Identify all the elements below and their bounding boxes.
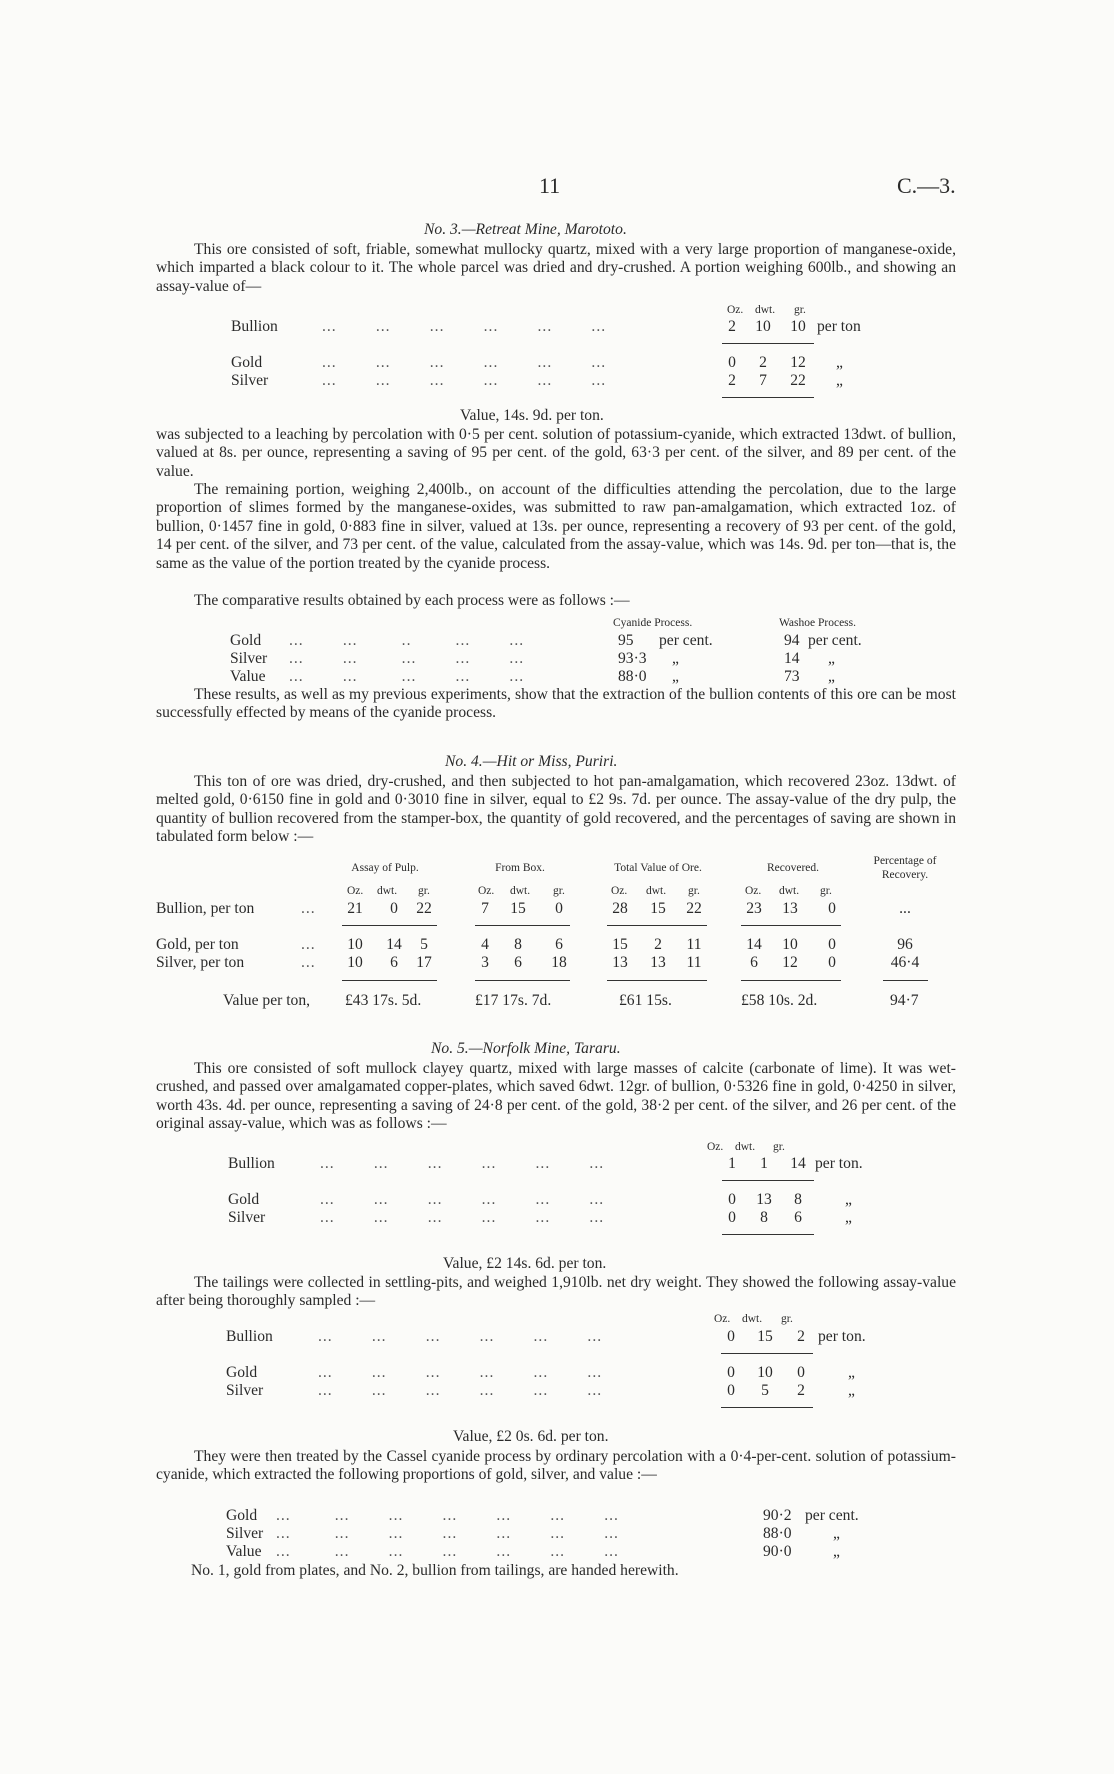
s5-paragraph-2: The tailings were collected in settling-pits, and weighed 1,910lb. net dry weight. They showed the following assay-value after being thoroughly sampled :— [156,1274,956,1310]
s4-header-recovery: Recovery. [881,869,929,881]
s3-oz: 2 [728,372,736,389]
cell: 18 [551,954,567,971]
cell: 0 [828,900,836,917]
s5-t2-oz: 0 [727,1382,735,1399]
leader-dots: ... ... ... ... ... ... ... [276,1507,619,1524]
s3-row-label: Silver [231,372,269,389]
s3-dwt: 10 [755,318,771,335]
rule [607,980,707,981]
s4-row-label: Gold, per ton [156,936,239,953]
s3-gr: 22 [790,372,806,389]
s3-dwt: 7 [759,372,767,389]
section-5-intro: This ore consisted of soft mullock clayey quartz, mixed with large masses of calcite (carbonate of lime). It was wet-crushed, and passed over amalgamated copper-plates, which saved 6dwt. 12gr. of bullion, 0·5326 fine in gold, 0·4250 in silver, worth 43s. 4d. per ounce, representing a saving of 24·8 per cent. of the gold, 38·2 per cent. of the silver, and 26 per cent. of the original assay-value, which was as follows :— [156,1060,956,1133]
cmp-washoe-value: 73 [784,668,800,685]
cell: 28 [612,900,628,917]
s5-t2-unit: „ [848,1382,855,1399]
section-4-intro: This ton of ore was dried, dry-crushed, and then subjected to hot pan-amalgamation, which recovered 23oz. 13dwt. of melted gold, 0·6150 fine in gold and 0·3010 fine in silver, equal to £2 9s. 7d. per ounce. The assay-value of the dry pulp, the quantity of bullion recovered from the stamper-box, the quantity of gold recovered, and the percentages of saving are shown in tabulated form below :— [156,773,956,846]
cell: 3 [481,954,489,971]
cell: 21 [347,900,363,917]
sub-dwt: dwt. [646,885,667,897]
cell: 13 [782,900,798,917]
leader-dots: ... ... ... ... ... ... [318,1328,603,1345]
page-number: 11 [539,173,561,198]
s3-value: Value, 14s. 9d. per ton. [460,407,604,424]
cmp-washoe-unit: per cent. [808,632,862,649]
leader-dots: ... ... ... ... ... ... [318,1382,603,1399]
cell: 6 [555,936,563,953]
s4-header-box: From Box. [495,862,545,874]
rule [722,397,814,398]
s5-t2-oz: 0 [727,1364,735,1381]
s5-t1-gr: 8 [794,1191,802,1208]
leader-dots: ... ... ... ... ... ... [320,1155,605,1172]
s5-t3-unit: per cent. [805,1507,859,1524]
cell: 14 [386,936,402,953]
leader-dots: ... ... ... ... ... ... [322,372,607,389]
s5-t3-value: 90·2 [763,1507,792,1524]
s5-t1-label: Gold [228,1191,260,1208]
rule [721,1353,813,1354]
cell: 14 [746,936,762,953]
s5-t3-value: 90·0 [763,1543,792,1560]
s5-paragraph-3: They were then treated by the Cassel cyanide process by ordinary percolation with a 0·4-per-cent. solution of potassium-cyanide, which extracted the following proportions of gold, silver, and value :— [156,1448,956,1484]
sub-dwt: dwt. [377,885,398,897]
cell: 7 [481,900,489,917]
s4-value-label: Value per ton, [223,992,311,1009]
cell: 22 [686,900,702,917]
s5-col-gr: gr. [773,1141,785,1153]
leader-dots: ... [301,936,316,953]
s5-t2-label: Silver [226,1382,264,1399]
leader-dots: ... ... .. ... ... [289,632,525,649]
rule [475,925,570,926]
cmp-cyanide-unit: per cent. [659,632,713,649]
leader-dots: ... ... ... ... ... [289,668,525,685]
cmp-washoe-unit: „ [828,668,835,685]
s5-t2-gr: 2 [797,1382,805,1399]
s3-unit: „ [836,354,843,371]
s5-col-oz: Oz. [714,1313,731,1325]
rule [721,1407,813,1408]
s3-col-dwt: dwt. [755,304,776,316]
cmp-row-label: Silver [230,650,268,667]
s3-row-label: Bullion [231,318,278,335]
cmp-washoe-value: 14 [784,650,800,667]
cell: 17 [416,954,432,971]
cell: 0 [390,900,398,917]
s5-t1-dwt: 8 [760,1209,768,1226]
s3-paragraph-3: The remaining portion, weighing 2,400lb., on account of the difficulties attending the percolation, due to the large proportion of slimes formed by the manganese-oxides, was submitted to raw pan-amalgamation, which extracted 1oz. of bullion, 0·1457 fine in gold, 0·883 fine in silver, valued at 13s. per ounce, representing a recovery of 93 per cent. of the gold, 14 per cent. of the silver, and 73 per cent. of the value, calculated from the assay-value, which was 14s. 9d. per ton—that is, the same as the value of the portion treated by the cyanide process. [156,481,956,572]
s5-col-oz: Oz. [707,1141,724,1153]
s3-col-oz: Oz. [727,304,744,316]
s5-t1-label: Silver [228,1209,266,1226]
sub-oz: Oz. [745,885,762,897]
cell: 13 [650,954,666,971]
s5-t2-unit: „ [848,1364,855,1381]
s5-t2-dwt: 15 [757,1328,773,1345]
s5-t1-oz: 1 [728,1155,736,1172]
s4-header-assay: Assay of Pulp. [351,862,419,874]
s5-t3-unit: „ [833,1525,840,1542]
s5-t1-dwt: 13 [756,1191,772,1208]
cell: 22 [416,900,432,917]
s5-value-1: Value, £2 14s. 6d. per ton. [443,1255,607,1272]
leader-dots: ... ... ... ... ... [289,650,525,667]
cell: 15 [612,936,628,953]
cell: 15 [650,900,666,917]
rule [342,980,437,981]
leader-dots: ... [301,954,316,971]
s3-paragraph-2: was subjected to a leaching by percolation with 0·5 per cent. solution of potassium-cyanide, which extracted 13dwt. of bullion, valued at 8s. per ounce, representing a saving of 95 per cent. of the gold, 63·3 per cent. of the silver, and 89 per cent. of the value. [156,426,956,480]
s4-row-label: Silver, per ton [156,954,245,971]
s5-t1-oz: 0 [728,1191,736,1208]
cmp-row-label: Value [230,668,266,685]
cmp-cyanide-unit: „ [672,668,679,685]
cell: 5 [420,936,428,953]
sub-oz: Oz. [611,885,628,897]
cell: 0 [828,954,836,971]
cell: 10 [347,936,363,953]
s3-unit: „ [836,372,843,389]
leader-dots: ... ... ... ... ... ... [322,318,607,335]
cell: 6 [514,954,522,971]
leader-dots: ... [301,900,316,917]
cell: 10 [347,954,363,971]
leader-dots: ... ... ... ... ... ... ... [276,1543,619,1560]
s4-value-assay: £43 17s. 5d. [345,992,422,1009]
cell: 23 [746,900,762,917]
s5-value-2: Value, £2 0s. 6d. per ton. [453,1428,609,1445]
sub-gr: gr. [553,885,565,897]
s5-t3-unit: „ [833,1543,840,1560]
cell: 12 [782,954,798,971]
cell: 11 [686,954,702,971]
cmp-washoe-value: 94 [784,632,800,649]
s5-col-dwt: dwt. [735,1141,756,1153]
cell: 0 [828,936,836,953]
s4-header-total: Total Value of Ore. [614,862,702,874]
s5-t3-label: Gold [226,1507,258,1524]
document-code: C.—3. [897,173,956,198]
s5-t1-dwt: 1 [760,1155,768,1172]
s5-t1-unit: „ [845,1191,852,1208]
leader-dots: ... ... ... ... ... ... [320,1191,605,1208]
section-3-intro: This ore consisted of soft, friable, somewhat mullocky quartz, mixed with a very large proportion of manganese-oxide, which imparted a black colour to it. The whole parcel was dried and dry-crushed. A portion weighing 600lb., and showing an assay-value of— [156,241,956,295]
s5-t3-value: 88·0 [763,1525,792,1542]
s5-t3-label: Silver [226,1525,264,1542]
sub-oz: Oz. [347,885,364,897]
sub-gr: gr. [688,885,700,897]
cell: 6 [390,954,398,971]
s3-oz: 0 [728,354,736,371]
s5-t1-unit: „ [845,1209,852,1226]
cell: 2 [654,936,662,953]
s4-header-recovered: Recovered. [766,862,820,874]
s4-header-percentage: Percentage of [873,855,937,867]
s5-t2-dwt: 5 [761,1382,769,1399]
cell-percentage: 96 [897,936,913,953]
s3-paragraph-5: These results, as well as my previous experiments, show that the extraction of the bullion contents of this ore can be most successfully effected by means of the cyanide process. [156,686,956,722]
section-4-title: No. 4.—Hit or Miss, Puriri. [445,753,618,770]
s5-t2-gr: 0 [797,1364,805,1381]
s5-t1-unit: per ton. [815,1155,863,1172]
s3-col-gr: gr. [794,304,806,316]
cmp-cyanide-value: 95 [618,632,634,649]
rule [741,925,841,926]
leader-dots: ... ... ... ... ... ... [320,1209,605,1226]
cell: 15 [510,900,526,917]
cell: 6 [750,954,758,971]
s5-t3-label: Value [226,1543,262,1560]
cell: 4 [481,936,489,953]
rule [722,1180,814,1181]
sub-oz: Oz. [478,885,495,897]
s5-t2-dwt: 10 [757,1364,773,1381]
cell: 11 [686,936,702,953]
s4-value-recovered: £58 10s. 2d. [741,992,818,1009]
s4-value-percentage: 94·7 [890,992,919,1009]
s3-row-label: Gold [231,354,263,371]
leader-dots: ... ... ... ... ... ... [322,354,607,371]
s5-t2-unit: per ton. [818,1328,866,1345]
sub-dwt: dwt. [779,885,800,897]
sub-gr: gr. [820,885,832,897]
s5-t2-oz: 0 [727,1328,735,1345]
rule [722,343,814,344]
s3-paragraph-4: The comparative results obtained by each process were as follows :— [194,592,630,609]
s5-t1-oz: 0 [728,1209,736,1226]
cmp-row-label: Gold [230,632,262,649]
cell: 0 [555,900,563,917]
s3-oz: 2 [728,318,736,335]
cell: 8 [514,936,522,953]
cmp-cyanide-unit: „ [672,650,679,667]
rule [475,980,570,981]
s3-dwt: 2 [759,354,767,371]
s5-t1-label: Bullion [228,1155,275,1172]
s4-value-total: £61 15s. [619,992,672,1009]
rule [883,980,928,981]
s5-t2-gr: 2 [797,1328,805,1345]
rule [607,925,707,926]
cell: 13 [612,954,628,971]
s3-gr: 12 [790,354,806,371]
s3-gr: 10 [790,318,806,335]
cmp-header-cyanide: Cyanide Process. [613,617,693,629]
cell-percentage: ... [899,900,911,917]
rule [342,925,437,926]
cmp-cyanide-value: 88·0 [618,668,647,685]
rule [741,980,841,981]
s4-value-box: £17 17s. 7d. [475,992,552,1009]
s5-closing: No. 1, gold from plates, and No. 2, bullion from tailings, are handed herewith. [191,1562,679,1579]
rule [722,1234,814,1235]
s5-col-dwt: dwt. [742,1313,763,1325]
cmp-cyanide-value: 93·3 [618,650,647,667]
cell: 10 [782,936,798,953]
cell-percentage: 46·4 [890,954,920,971]
section-5-title: No. 5.—Norfolk Mine, Tararu. [431,1040,621,1057]
cmp-washoe-unit: „ [828,650,835,667]
s4-row-label: Bullion, per ton [156,900,255,917]
section-3-title: No. 3.—Retreat Mine, Marototo. [424,221,627,238]
leader-dots: ... ... ... ... ... ... [318,1364,603,1381]
cmp-header-washoe: Washoe Process. [779,617,857,629]
leader-dots: ... ... ... ... ... ... ... [276,1525,619,1542]
s5-t1-gr: 14 [790,1155,806,1172]
s5-t2-label: Bullion [226,1328,273,1345]
sub-dwt: dwt. [510,885,531,897]
s5-t1-gr: 6 [794,1209,802,1226]
sub-gr: gr. [418,885,430,897]
s5-col-gr: gr. [781,1313,793,1325]
s3-unit: per ton [817,318,861,335]
s5-t2-label: Gold [226,1364,258,1381]
